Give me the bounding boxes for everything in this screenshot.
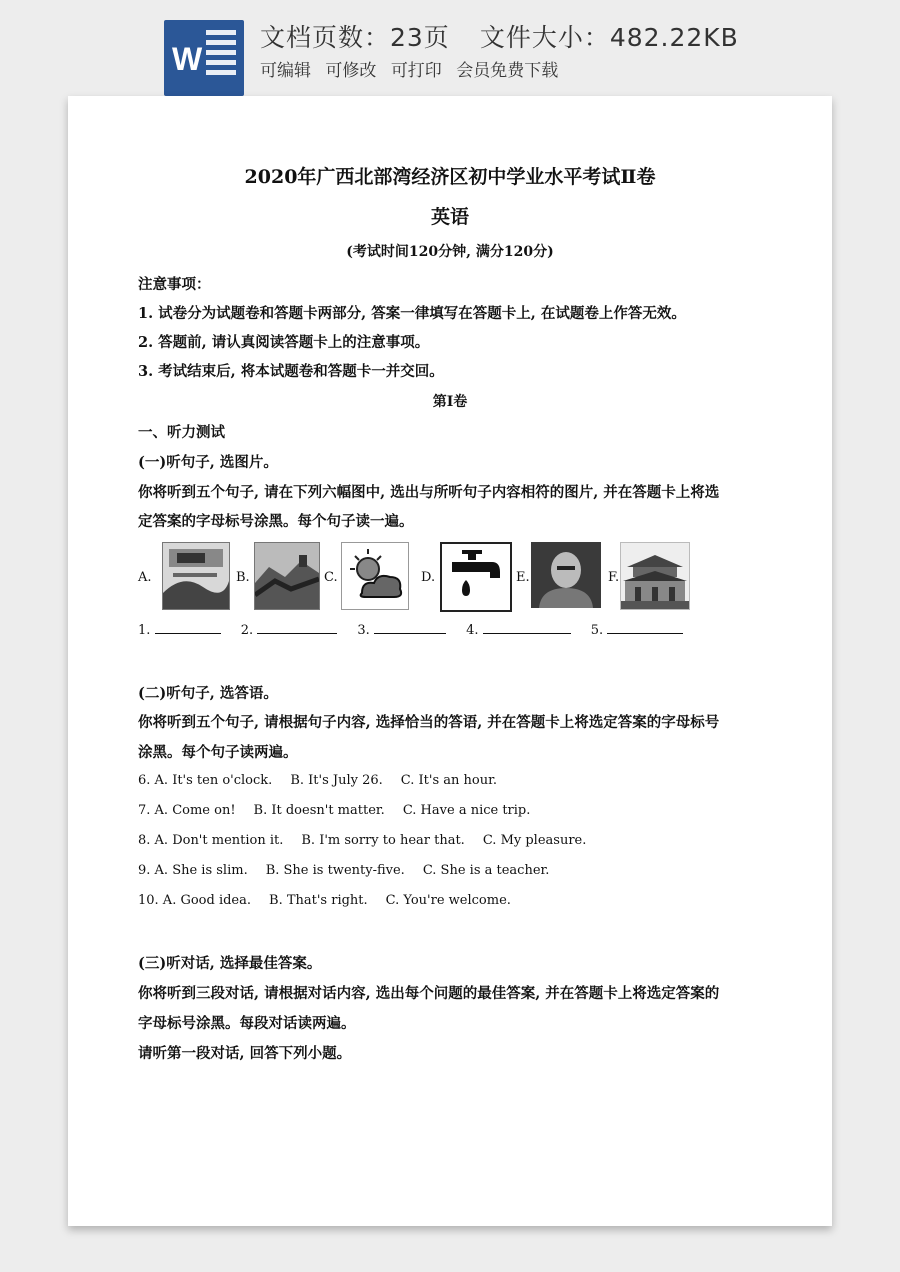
option-c: C. My pleasure. <box>482 833 587 848</box>
option-b: B. It doesn't matter. <box>253 803 385 818</box>
blank-item[interactable]: 3. <box>357 623 446 638</box>
exam-title: 2020年广西北部湾经济区初中学业水平考试Ⅱ卷 <box>244 166 656 188</box>
question-row <box>138 803 548 818</box>
option-b: B. I'm sorry to hear that. <box>301 833 465 848</box>
part3-instruction: 你将听到三段对话, 请根据对话内容, 选出每个问题的最佳答案, 并在答题卡上将选定答案的 <box>138 985 720 1002</box>
portrait-picture <box>531 542 601 608</box>
notes-heading: 注意事项： <box>138 276 211 293</box>
note-item: 2. 答题前, 请认真阅读答题卡上的注意事项。 <box>138 334 430 351</box>
option-c: C. Have a nice trip. <box>402 803 531 818</box>
picture-letter: B. <box>236 570 250 585</box>
blank-item[interactable]: 5. <box>591 623 684 638</box>
part1-instruction: 你将听到五个句子, 请在下列六幅图中, 选出与所听句子内容相符的图片, 并在答题卡上将选 <box>138 484 720 501</box>
picture-letter: C. <box>324 570 338 585</box>
note-item: 3. 考试结束后, 将本试题卷和答题卡一并交回。 <box>138 363 444 380</box>
question-row <box>138 893 529 908</box>
option-c: C. You're welcome. <box>385 893 511 908</box>
great-wall-picture <box>254 542 320 610</box>
part3-heading: (三)听对话, 选择最佳答案。 <box>138 955 322 972</box>
file-info <box>260 18 739 54</box>
picture-letter: F. <box>608 570 620 585</box>
picture-letter: D. <box>421 570 436 585</box>
part1-heading: (一)听句子, 选图片。 <box>138 454 278 471</box>
volume-heading: 第I卷 <box>432 394 468 410</box>
note-item: 1. 试卷分为试题卷和答题卡两部分, 答案一律填写在答题卡上, 在试题卷上作答无效。 <box>138 305 686 322</box>
file-size: 文件大小：482.22KB <box>479 23 739 52</box>
option-a: 8. A. Don't mention it. <box>138 833 284 848</box>
part2-instruction: 你将听到五个句子, 请根据句子内容, 选择恰当的答语, 并在答题卡上将选定答案的字母标号 <box>138 714 720 731</box>
part3-first-dialogue: 请听第一段对话, 回答下列小题。 <box>138 1045 352 1062</box>
section-heading: 一、听力测试 <box>138 424 225 441</box>
option-c: C. It's an hour. <box>400 773 497 788</box>
subject-title: 英语 <box>430 206 469 228</box>
picture-row <box>138 542 698 614</box>
picture-letter: E. <box>516 570 530 585</box>
exam-time: (考试时间120分钟, 满分120分) <box>346 244 554 260</box>
option-b: B. That's right. <box>269 893 368 908</box>
answer-blanks <box>138 623 699 638</box>
water-tap-picture <box>440 542 512 612</box>
feature-free-download[interactable]: 会员免费下载 <box>456 61 559 81</box>
part3-instruction: 字母标号涂黑。每段对话读两遍。 <box>138 1015 356 1032</box>
part2-heading: (二)听句子, 选答语。 <box>138 685 278 702</box>
book-cover-picture <box>162 542 230 610</box>
option-a: 10. A. Good idea. <box>138 893 252 908</box>
part1-instruction: 定答案的字母标号涂黑。每个句子读一遍。 <box>138 513 414 530</box>
tiananmen-picture <box>620 542 690 610</box>
picture-letter: A. <box>138 570 152 585</box>
feature-list <box>260 56 567 81</box>
feature-printable: 可打印 <box>390 61 442 81</box>
page-count: 文档页数：23页 <box>260 23 450 52</box>
question-row <box>138 863 567 878</box>
option-a: 7. A. Come on! <box>138 803 236 818</box>
option-a: 6. A. It's ten o'clock. <box>138 773 273 788</box>
question-row <box>138 773 515 788</box>
blank-item[interactable]: 2. <box>241 623 338 638</box>
option-b: B. She is twenty-five. <box>265 863 405 878</box>
feature-editable: 可编辑 <box>260 61 311 81</box>
download-banner <box>0 0 900 96</box>
option-a: 9. A. She is slim. <box>138 863 248 878</box>
question-row <box>138 833 604 848</box>
document-page <box>68 96 832 1226</box>
blank-item[interactable]: 1. <box>138 623 221 638</box>
option-c: C. She is a teacher. <box>422 863 550 878</box>
part2-instruction: 涂黑。每个句子读两遍。 <box>138 744 298 761</box>
feature-modifiable: 可修改 <box>325 61 377 81</box>
option-b: B. It's July 26. <box>290 773 383 788</box>
sun-cloud-picture <box>341 542 409 610</box>
blank-item[interactable]: 4. <box>466 623 571 638</box>
word-doc-icon: W <box>164 20 244 96</box>
